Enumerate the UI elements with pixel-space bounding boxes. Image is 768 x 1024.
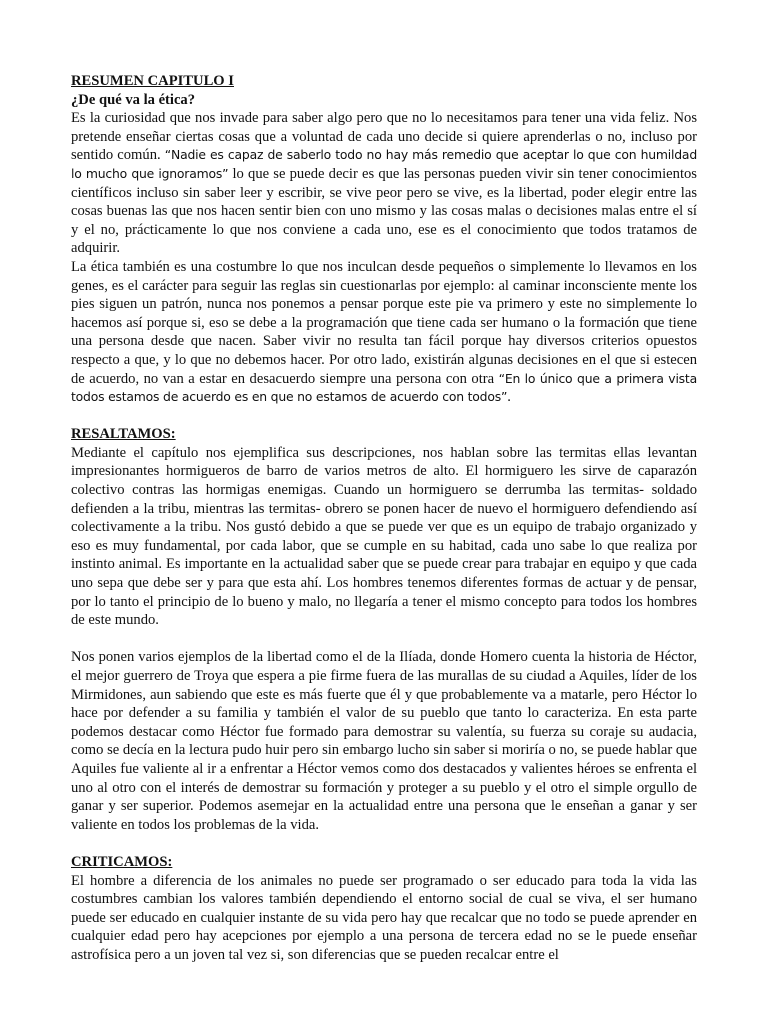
resaltamos-paragraph-2: Nos ponen varios ejemplos de la libertad como el de la Ilíada, donde Homero cuenta la historia de Héctor, el mejor guerrero de Troya que espera a pie firme fuera de las murallas de su ciudad a Aquiles, líder de los Mirmidones, aun sabiendo que este es más fuerte que él y que probablemente va a matarle, pero Héctor lo hace por defender a su familia y también el valor de su pueblo que tanto lo caracteriza. En esta parte podemos destacar como Héctor fue formado para demostrar su valentía, su fuerza su coraje su audacia, como se decía en la lectura pudo huir pero sin embargo lucho sin saber si moriría o no, se puede hablar que Aquiles fue valiente al ir a enfrentar a Héctor vemos como dos destacados y valientes héroes se enfrenta el uno al otro con el interés de demostrar su formación y proteger a su pueblo y el otro el simple orgullo de ganar y ser superior. Podemos asemejar en la actualidad entre una persona que le enseñan a ganar y ser valiente en todos los problemas de la vida. [71,649,697,833]
document-page [71,72,697,965]
page-title: RESUMEN CAPITULO I [71,73,234,89]
intro-paragraph-1 [71,109,697,258]
criticamos-paragraph-1: El hombre a diferencia de los animales no puede ser programado o ser educado para toda la vida las costumbres cambian los valores también dependiendo el entorno social de cual se viva, el ser humano puede ser educado en cualquier instante de su vida pero hay que recalcar que no todo se puede aprender en cualquier edad pero hay acepciones por ejemplo a una persona de tercera edad no se le puede enseñar astrofísica pero a un joven tal vez si, son diferencias que se pueden recalcar entre el [71,872,697,963]
criticamos-heading: CRITICAMOS: [71,853,173,870]
spacer [71,834,697,853]
intro-p1-quote: “Nadie es capaz de saberlo todo no hay más remedio que aceptar lo que con humildad lo mucho que ignoramos” [71,147,697,181]
spacer [71,630,697,649]
intro-p2-text-b: . [507,389,511,406]
spacer [71,407,697,426]
intro-p2-text-a: La ética también es una costumbre lo que nos inculcan desde pequeños o simplemente lo llevamos en los genes, es el carácter para seguir las reglas sin cuestionarlas por ejemplo: al caminar inconsciente mente los pies siguen un patrón, nunca nos ponemos a pensar porque este pie va primero y este no simplemente lo hacemos así porque si, eso se debe a la programación que tiene cada ser humano o la formación que tiene una persona desde que nacen. Saber vivir no resulta tan fácil porque hay diversos criterios opuestos respecto a que, y lo que no debemos hacer. Por otro lado, existirán algunas decisiones en el que si estecen de acuerdo, no van a estar en desacuerdo siempre una persona con otra [71,258,697,387]
section-question: ¿De qué va la ética? [71,91,196,108]
intro-paragraph-2 [71,258,697,407]
resaltamos-heading: RESALTAMOS: [71,426,176,443]
intro-p1-text-b: lo que se puede decir es que las personas pueden vivir sin tener conocimientos científicos incluso sin saber leer y escribir, se vive peor pero se vive, es la libertad, poder elegir entre las cosas buenas las que nos hacen sentir bien con uno mismo y las cosas malas o decisiones malas entre el sí y el no, prácticamente lo que nos conviene a cada uno, ese es el conocimiento que todos tratamos de adquirir. [71,165,697,257]
resaltamos-paragraph-1: Mediante el capítulo nos ejemplifica sus descripciones, nos hablan sobre las termitas ellas levantan impresionantes hormigueros de barro de varios metros de alto. El hormiguero les sirve de caparazón colectivo contras las hormigas enemigas. Cuando un hormiguero se derrumba las termitas- soldado defienden a la tribu, mientras las termitas- obrero se ponen hacer de nuevo el hormiguero defendiendo así colectivamente a la tribu. Nos gustó debido a que se puede ver que es un equipo de trabajo organizado y eso es muy fundamental, por cada labor, que se cumple en su habitad, cada uno sabe lo que realiza por instinto animal. Es importante en la actualidad saber que se puede crear para trabajar en equipo y que cada uno sepa que debe ser y para que esta ahí. Los hombres tenemos diferentes formas de actuar y de pensar, por lo tanto el principio de lo bueno y malo, no llegaría a tener el mismo concepto para todos los hombres de este mundo. [71,444,697,629]
intro-p2-quote: “En lo único que a primera vista todos estamos de acuerdo es en que no estamos de acuerdo con todos” [71,370,697,405]
intro-p1-text-a: Es la curiosidad que nos invade para saber algo pero que no lo necesitamos para tener una vida feliz. Nos pretende enseñar ciertas cosas que a voluntad de cada uno decide si quiere aprenderlas o no, incluso por sentido común. [71,110,697,164]
